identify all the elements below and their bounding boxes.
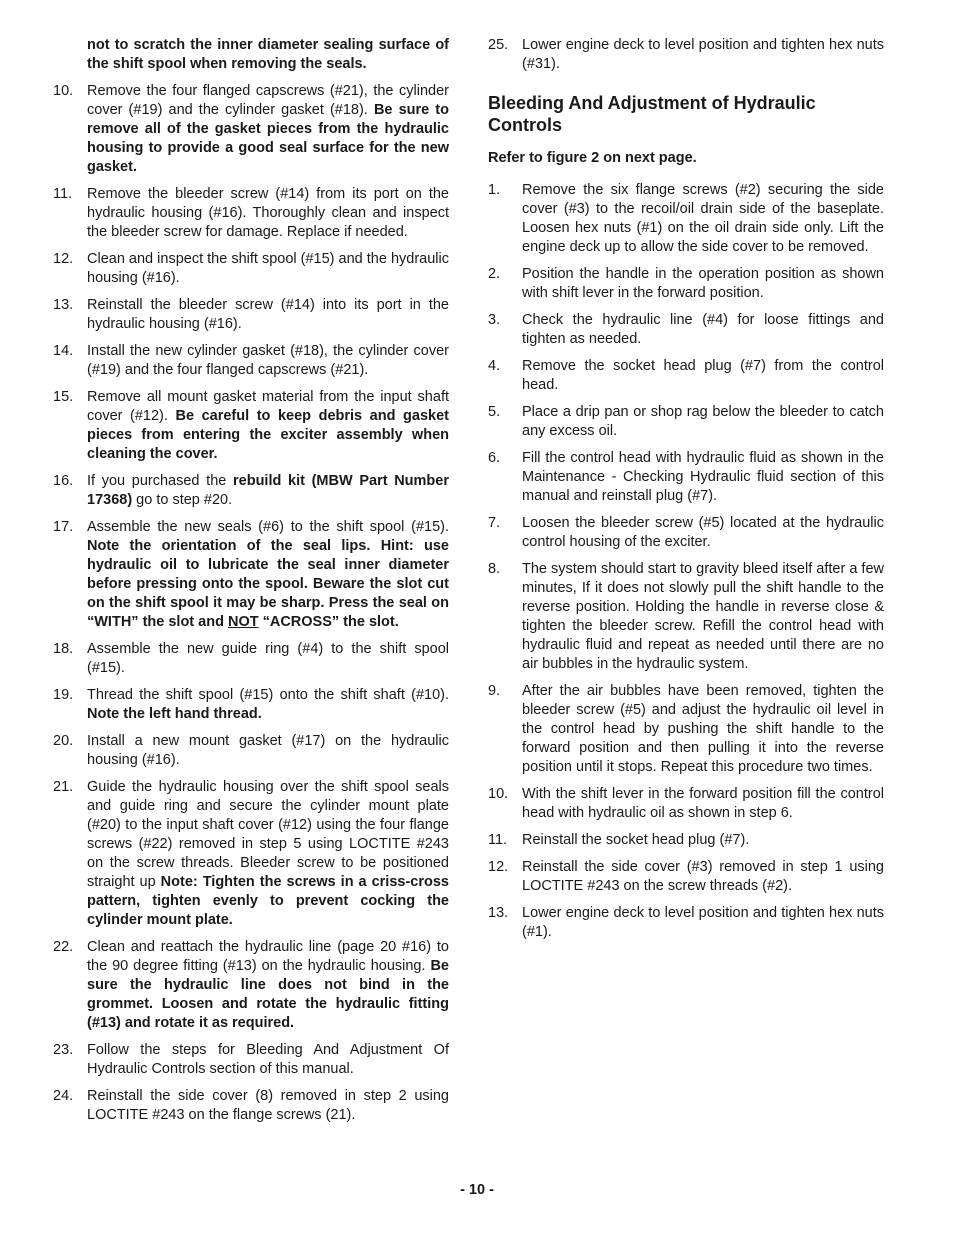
page-number: - 10 - xyxy=(460,1182,494,1198)
list-item xyxy=(488,357,884,395)
step-text: Follow the steps for Bleeding And Adjustment Of Hydraulic Controls section of this manual. xyxy=(87,1042,449,1077)
list-item xyxy=(53,472,449,510)
list-item xyxy=(53,342,449,380)
step-number: 6. xyxy=(488,450,501,466)
step-text: Remove the four flanged capscrews (#21), the cylinder cover (#19) and the cylinder gasket (#18). Be sure to remove all of the gasket pieces from the hydraulic housing to provide a good seal surface for the new gasket. xyxy=(87,83,449,175)
list-item xyxy=(488,311,884,349)
step-number: 10. xyxy=(488,786,509,802)
step-number: 11. xyxy=(53,186,73,202)
step-number: 11. xyxy=(488,832,508,848)
list-item xyxy=(53,938,449,1033)
list-item xyxy=(488,514,884,552)
step-text: Reinstall the side cover (#3) removed in step 1 using LOCTITE #243 on the screw threads (#2). xyxy=(522,859,884,894)
list-item xyxy=(488,858,884,896)
step-number: 7. xyxy=(488,515,501,531)
step-number: 17. xyxy=(53,519,74,535)
step-number: 1. xyxy=(488,182,501,198)
step-number: 18. xyxy=(53,641,74,657)
list-item xyxy=(488,560,884,674)
step-number: 20. xyxy=(53,733,74,749)
list-item xyxy=(488,403,884,441)
step-text: Clean and reattach the hydraulic line (page 20 #16) to the 90 degree fitting (#13) on the hydraulic housing. Be sure the hydraulic line does not bind in the grommet. Loosen and rotate the hydraulic fitting (#13) and rotate it as required. xyxy=(87,939,449,1031)
bleeding-step-list xyxy=(488,181,884,942)
step-text: Remove all mount gasket material from the input shaft cover (#12). Be careful to keep debris and gasket pieces from entering the exciter assembly when cleaning the cover. xyxy=(87,389,449,462)
step-text: Reinstall the side cover (8) removed in step 2 using LOCTITE #243 on the flange screws (21). xyxy=(87,1088,449,1123)
step-text: The system should start to gravity bleed itself after a few minutes, If it does not slowly pull the shift handle to the reverse position. Holding the handle in reverse close & tighten the bleeder screw. Refill the control head with hydraulic fluid and repeat as needed until there are no air bubbles in the hydraulic system. xyxy=(522,561,884,672)
right-column xyxy=(488,36,884,950)
list-item xyxy=(53,778,449,930)
list-item xyxy=(53,1087,449,1125)
step-text: Position the handle in the operation position as shown with shift lever in the forward position. xyxy=(522,266,884,301)
step-number: 25. xyxy=(488,37,509,53)
step-text: Thread the shift spool (#15) onto the shift shaft (#10). Note the left hand thread. xyxy=(87,687,449,722)
step-number: 12. xyxy=(53,251,74,267)
step-text: Install a new mount gasket (#17) on the hydraulic housing (#16). xyxy=(87,733,449,768)
step-text: Assemble the new guide ring (#4) to the shift spool (#15). xyxy=(87,641,449,676)
list-item xyxy=(53,686,449,724)
list-item xyxy=(488,831,884,850)
step-text: Guide the hydraulic housing over the shift spool seals and guide ring and secure the cylinder mount plate (#20) to the input shaft cover (#12) using the four flange screws (#22) removed in step 5 using LOCTITE #243 on the screw threads. Bleeder screw to be positioned straight up Note: Tighten the screws in a criss-cross pattern, tighten evenly to prevent cocking the cylinder mount plate. xyxy=(87,779,449,928)
step-text: After the air bubbles have been removed, tighten the bleeder screw (#5) and adjust the hydraulic oil level in the control head by pushing the shift handle to the forward position and then pulling it into the reverse position until it stops. Repeat this procedure two times. xyxy=(522,683,884,775)
left-step-list xyxy=(53,82,449,1125)
step-text: Remove the six flange screws (#2) securing the side cover (#3) to the recoil/oil drain side of the baseplate. Loosen hex nuts (#1) on the oil drain side only. Lift the engine deck up to allow the side cover to be removed. xyxy=(522,182,884,255)
step-number: 3. xyxy=(488,312,501,328)
step-number: 14. xyxy=(53,343,74,359)
step-number: 8. xyxy=(488,561,501,577)
list-item xyxy=(53,250,449,288)
step-number: 10. xyxy=(53,83,74,99)
list-item xyxy=(53,185,449,242)
list-item xyxy=(53,296,449,334)
step-text: Place a drip pan or shop rag below the bleeder to catch any excess oil. xyxy=(522,404,884,439)
list-item xyxy=(488,449,884,506)
step-number: 22. xyxy=(53,939,74,955)
list-item xyxy=(488,36,884,74)
list-item xyxy=(53,518,449,632)
step-text: Loosen the bleeder screw (#5) located at the hydraulic control housing of the exciter. xyxy=(522,515,884,550)
section-heading: Bleeding And Adjustment of Hydraulic Controls xyxy=(488,93,816,135)
step-text: Remove the bleeder screw (#14) from its port on the hydraulic housing (#16). Thoroughly clean and inspect the bleeder screw for damage. Replace if needed. xyxy=(87,186,449,240)
list-item xyxy=(53,1041,449,1079)
list-item xyxy=(53,82,449,177)
list-item xyxy=(488,904,884,942)
step-number: 5. xyxy=(488,404,501,420)
list-item xyxy=(488,181,884,257)
step-number: 13. xyxy=(53,297,74,313)
step-number: 19. xyxy=(53,687,74,703)
list-item xyxy=(53,732,449,770)
list-item xyxy=(488,785,884,823)
continuation-text: not to scratch the inner diameter sealing surface of the shift spool when removing the seals. xyxy=(87,37,449,72)
list-item xyxy=(53,640,449,678)
step-number: 21. xyxy=(53,779,74,795)
step-text: Remove the socket head plug (#7) from the control head. xyxy=(522,358,884,393)
step-number: 16. xyxy=(53,473,74,489)
step-number: 4. xyxy=(488,358,501,374)
list-item xyxy=(53,388,449,464)
right-top-step-list xyxy=(488,36,884,74)
step-text: Reinstall the bleeder screw (#14) into its port in the hydraulic housing (#16). xyxy=(87,297,449,332)
step-text: Assemble the new seals (#6) to the shift spool (#15). Note the orientation of the seal lips. Hint: use hydraulic oil to lubricate the seal inner diameter before pressing onto the spool. Beware the slot cut on the shift spool it may be sharp. Press the seal on “WITH” the slot and NOT “ACROSS” the slot. xyxy=(87,519,449,630)
step-text: Lower engine deck to level position and tighten hex nuts (#31). xyxy=(522,37,884,72)
step-text: Lower engine deck to level position and tighten hex nuts (#1). xyxy=(522,905,884,940)
step-text: Clean and inspect the shift spool (#15) and the hydraulic housing (#16). xyxy=(87,251,449,286)
left-column xyxy=(53,36,449,1133)
step-number: 9. xyxy=(488,683,501,699)
step-number: 2. xyxy=(488,266,501,282)
list-item xyxy=(488,682,884,777)
step-text: If you purchased the rebuild kit (MBW Part Number 17368) go to step #20. xyxy=(87,473,449,508)
step-text: Fill the control head with hydraulic fluid as shown in the Maintenance - Checking Hydraulic fluid section of this manual and reinstall plug (#7). xyxy=(522,450,884,504)
figure-reference: Refer to figure 2 on next page. xyxy=(488,150,697,166)
step-number: 12. xyxy=(488,859,509,875)
step-number: 15. xyxy=(53,389,74,405)
step-text: Install the new cylinder gasket (#18), the cylinder cover (#19) and the four flanged capscrews (#21). xyxy=(87,343,449,378)
step-text: With the shift lever in the forward position fill the control head with hydraulic oil as shown in step 6. xyxy=(522,786,884,821)
step-text: Check the hydraulic line (#4) for loose fittings and tighten as needed. xyxy=(522,312,884,347)
step-number: 13. xyxy=(488,905,509,921)
step-text: Reinstall the socket head plug (#7). xyxy=(522,832,750,848)
step-number: 24. xyxy=(53,1088,74,1104)
step-number: 23. xyxy=(53,1042,74,1058)
list-item xyxy=(488,265,884,303)
